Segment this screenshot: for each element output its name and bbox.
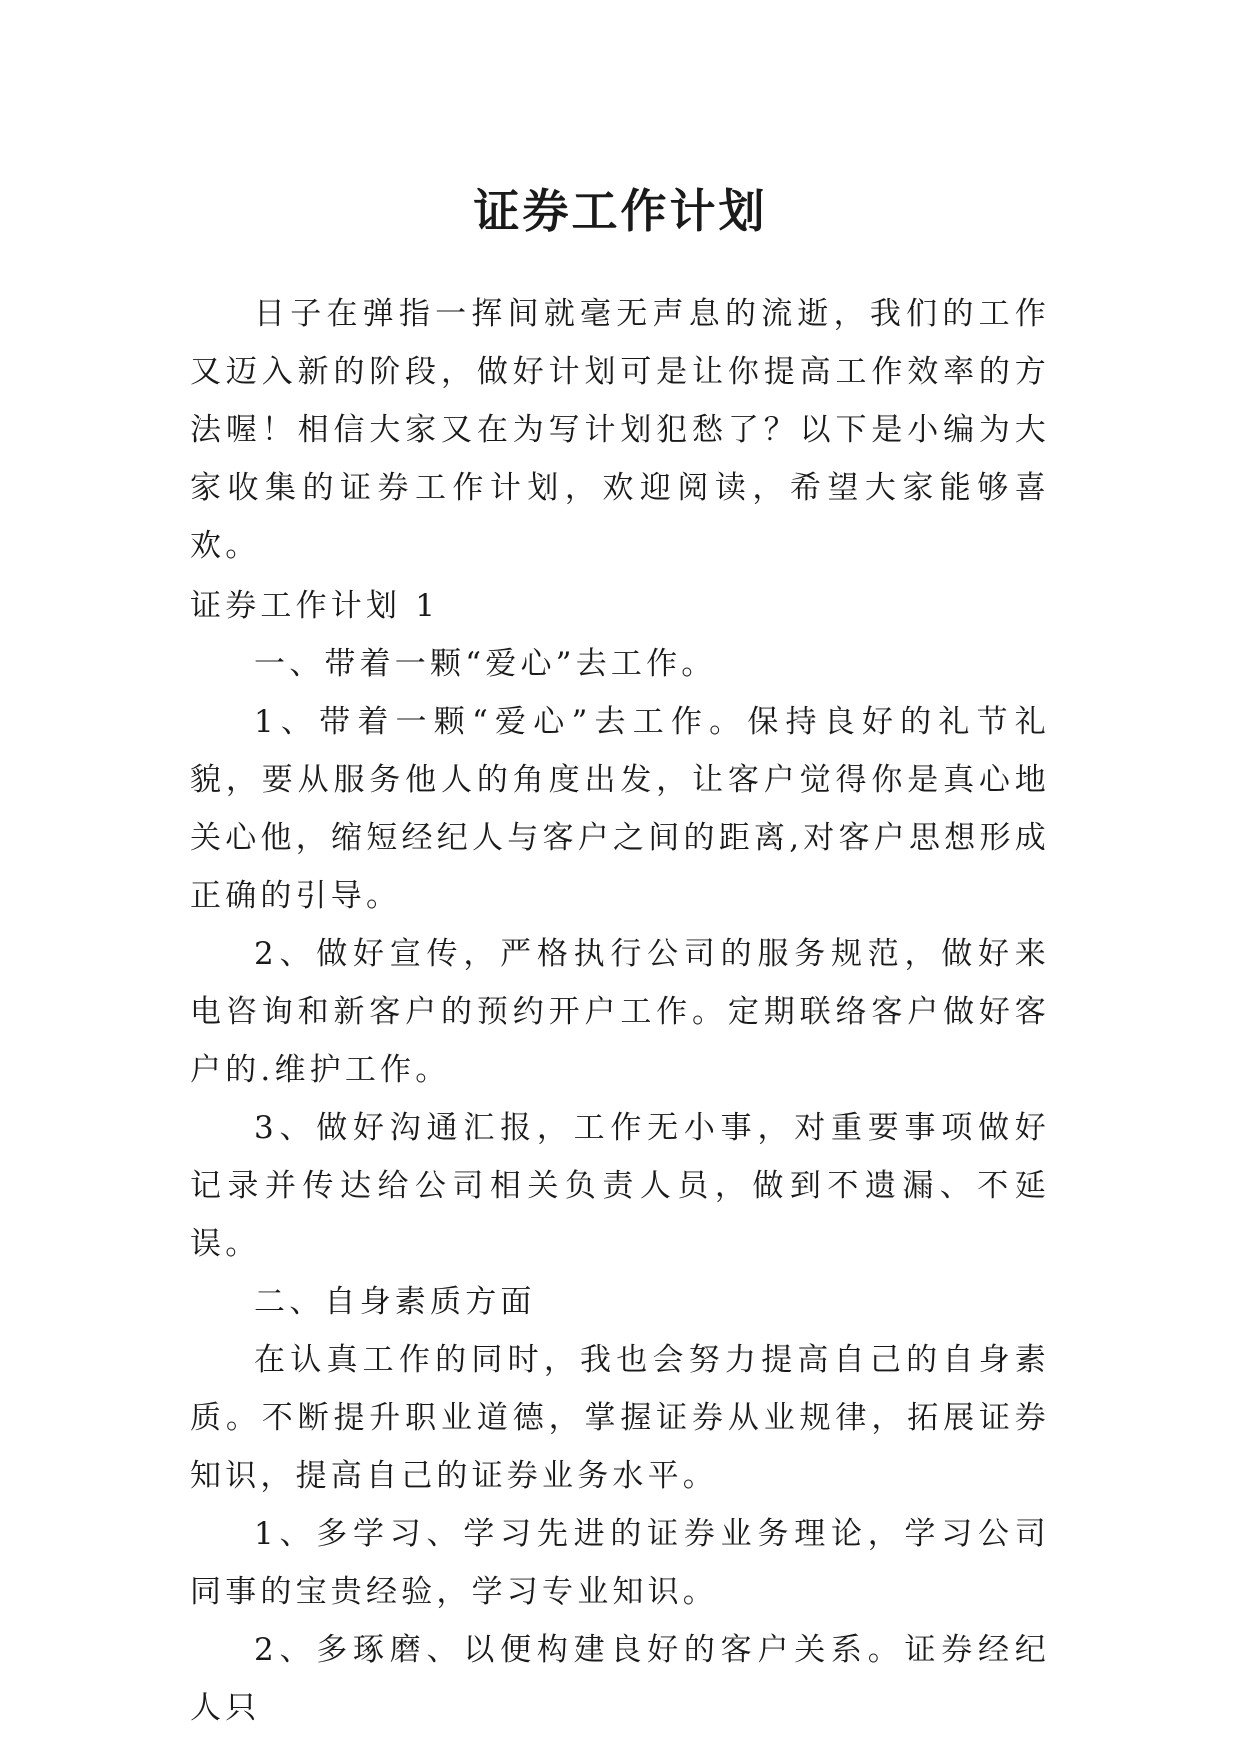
- paragraph-item-1: 1、带着一颗“爱心”去工作。保持良好的礼节礼貌，要从服务他人的角度出发，让客户觉得你是真心地关心他，缩短经纪人与客户之间的距离,对客户思想形成正确的引导。: [190, 704, 1050, 914]
- heading-caring-attitude: 一、带着一颗“爱心”去工作。: [254, 646, 717, 682]
- paragraph-self-quality: 在认真工作的同时，我也会努力提高自己的自身素质。不断提升职业道德，掌握证券从业规律，拓展证券知识，提高自己的证券业务水平。: [190, 1342, 1050, 1494]
- paragraph-item-2: 2、做好宣传，严格执行公司的服务规范，做好来电咨询和新客户的预约开户工作。定期联络客户做好客户的.维护工作。: [190, 936, 1050, 1088]
- intro-paragraph: 日子在弹指一挥间就毫无声息的流逝，我们的工作又迈入新的阶段，做好计划可是让你提高工作效率的方法喔！相信大家又在为写计划犯愁了？以下是小编为大家收集的证券工作计划，欢迎阅读，希望大家能够喜欢。: [190, 296, 1050, 564]
- document-title: 证券工作计划: [473, 183, 768, 238]
- paragraph-study-item-1: 1、多学习、学习先进的证券业务理论，学习公司同事的宝贵经验，学习专业知识。: [190, 1516, 1050, 1610]
- heading-self-quality: 二、自身素质方面: [254, 1284, 536, 1320]
- paragraph-item-3: 3、做好沟通汇报，工作无小事，对重要事项做好记录并传达给公司相关负责人员，做到不遗漏、不延误。: [190, 1110, 1050, 1262]
- section-content: [190, 635, 1050, 1737]
- paragraph-study-item-2: 2、多琢磨、以便构建良好的客户关系。证券经纪人只: [190, 1632, 1050, 1726]
- section-heading: 证券工作计划 1: [190, 588, 440, 624]
